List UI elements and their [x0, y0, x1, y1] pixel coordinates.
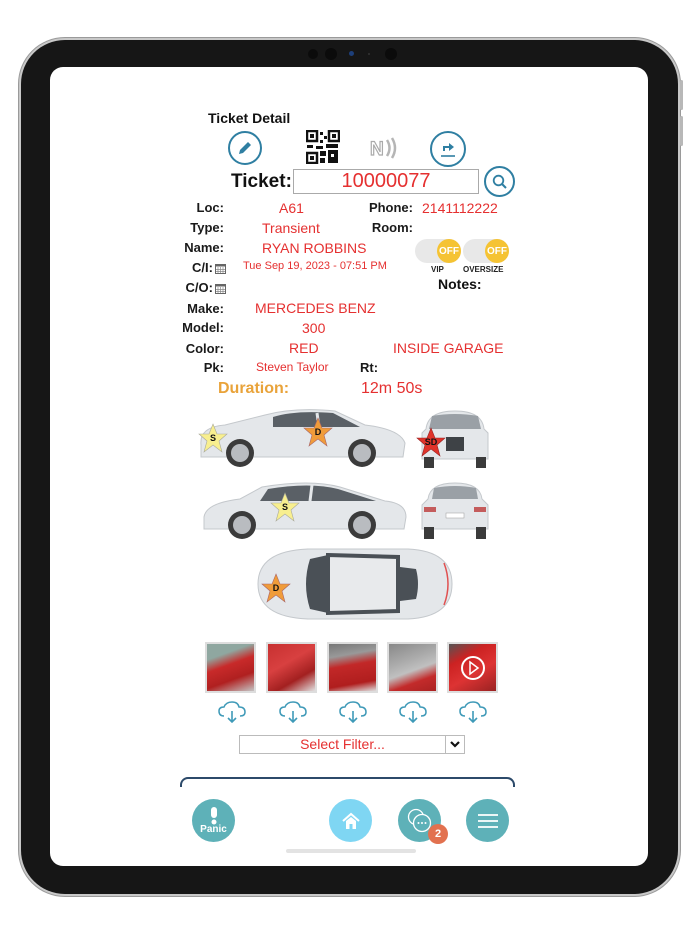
name-value: RYAN ROBBINS [262, 240, 367, 256]
model-value: 300 [302, 320, 326, 336]
type-value: Transient [262, 220, 320, 236]
home-button[interactable] [329, 799, 372, 842]
checkin-value: Tue Sep 19, 2023 - 07:51 PM [243, 260, 387, 272]
page-title: Ticket Detail [208, 110, 291, 126]
checkout-label: C/O: [185, 280, 213, 295]
chat-badge: 2 [428, 824, 448, 844]
car-rear-diagram[interactable] [418, 479, 492, 541]
pencil-icon [237, 140, 253, 156]
color-label: Color: [185, 341, 224, 356]
share-button[interactable] [430, 131, 466, 167]
damage-mark-s[interactable]: S [198, 423, 228, 453]
cloud-download-icon-3[interactable] [339, 701, 367, 723]
volume-down-button [680, 116, 683, 146]
photo-thumbnail-3[interactable] [327, 642, 378, 693]
share-icon [439, 140, 457, 158]
duration-value: 12m 50s [361, 380, 423, 397]
retriever-label: Rt: [360, 360, 379, 375]
exclamation-icon [209, 807, 219, 825]
checkin-label: C/I: [192, 260, 213, 275]
make-label: Make: [187, 301, 224, 316]
svg-text:N: N [370, 139, 384, 160]
make-value: MERCEDES BENZ [255, 300, 376, 316]
panic-label: Panic [200, 823, 227, 835]
ticket-label: Ticket: [231, 171, 292, 192]
vip-label: VIP [431, 265, 444, 274]
parker-label: Pk: [203, 360, 224, 375]
cloud-download-icon-5[interactable] [459, 701, 487, 723]
photo-thumbnail-1[interactable] [205, 642, 256, 693]
video-thumbnail-5[interactable] [447, 642, 498, 693]
qr-code-icon [306, 130, 340, 164]
nfc-button[interactable] [368, 135, 404, 166]
ticket-number-field[interactable] [293, 169, 479, 194]
notes-label: Notes: [438, 276, 482, 292]
car-right-side-diagram[interactable] [200, 479, 408, 541]
home-indicator [286, 849, 416, 853]
oversize-toggle-knob: OFF [485, 239, 509, 263]
play-icon [460, 655, 486, 681]
parker-value: Steven Taylor [256, 360, 329, 374]
phone-label: Phone: [368, 200, 413, 215]
damage-mark-sd[interactable]: SD [416, 427, 446, 457]
color-value: RED [289, 340, 319, 356]
cloud-download-icon-4[interactable] [399, 701, 427, 723]
menu-button[interactable] [466, 799, 509, 842]
hamburger-menu-icon [477, 813, 499, 829]
phone-value[interactable]: 2141112222 [422, 200, 498, 216]
checkout-calendar-icon[interactable] [215, 281, 226, 291]
app-screen [50, 67, 648, 866]
tablet-frame [21, 40, 678, 894]
panel-border [180, 777, 515, 787]
photo-thumbnail-4[interactable] [387, 642, 438, 693]
duration-label: Duration: [218, 380, 290, 397]
chat-button[interactable] [398, 799, 441, 842]
cloud-download-icon-1[interactable] [218, 701, 246, 723]
location-value: INSIDE GARAGE [393, 340, 504, 356]
photo-thumbnail-2[interactable] [266, 642, 317, 693]
edit-button[interactable] [228, 131, 262, 165]
loc-value: A61 [279, 200, 304, 216]
filter-select[interactable] [239, 735, 465, 754]
ticket-number: 10000077 [341, 170, 431, 192]
nfc-icon [368, 135, 404, 161]
search-ticket-button[interactable] [484, 166, 515, 197]
damage-mark-d[interactable]: D [303, 417, 333, 447]
qr-code-button[interactable] [306, 130, 340, 169]
loc-label: Loc: [196, 200, 224, 215]
type-label: Type: [190, 220, 224, 235]
damage-mark-d-top[interactable]: D [261, 573, 291, 603]
camera-bar [21, 47, 678, 61]
volume-up-button [680, 80, 683, 110]
oversize-toggle[interactable] [463, 239, 509, 263]
chevron-down-icon[interactable] [445, 736, 464, 753]
vip-toggle-knob: OFF [437, 239, 461, 263]
cloud-download-icon-2[interactable] [279, 701, 307, 723]
filter-select-value: Select Filter... [300, 736, 385, 752]
damage-mark-s-right[interactable]: S [270, 492, 300, 522]
home-icon [341, 812, 361, 830]
search-icon [492, 174, 508, 190]
vip-toggle[interactable] [415, 239, 461, 263]
checkin-calendar-icon[interactable] [215, 261, 226, 271]
panic-button[interactable] [192, 799, 235, 842]
name-label: Name: [184, 240, 224, 255]
oversize-label: OVERSIZE [463, 265, 504, 274]
room-label: Room: [371, 220, 413, 235]
model-label: Model: [182, 320, 224, 335]
